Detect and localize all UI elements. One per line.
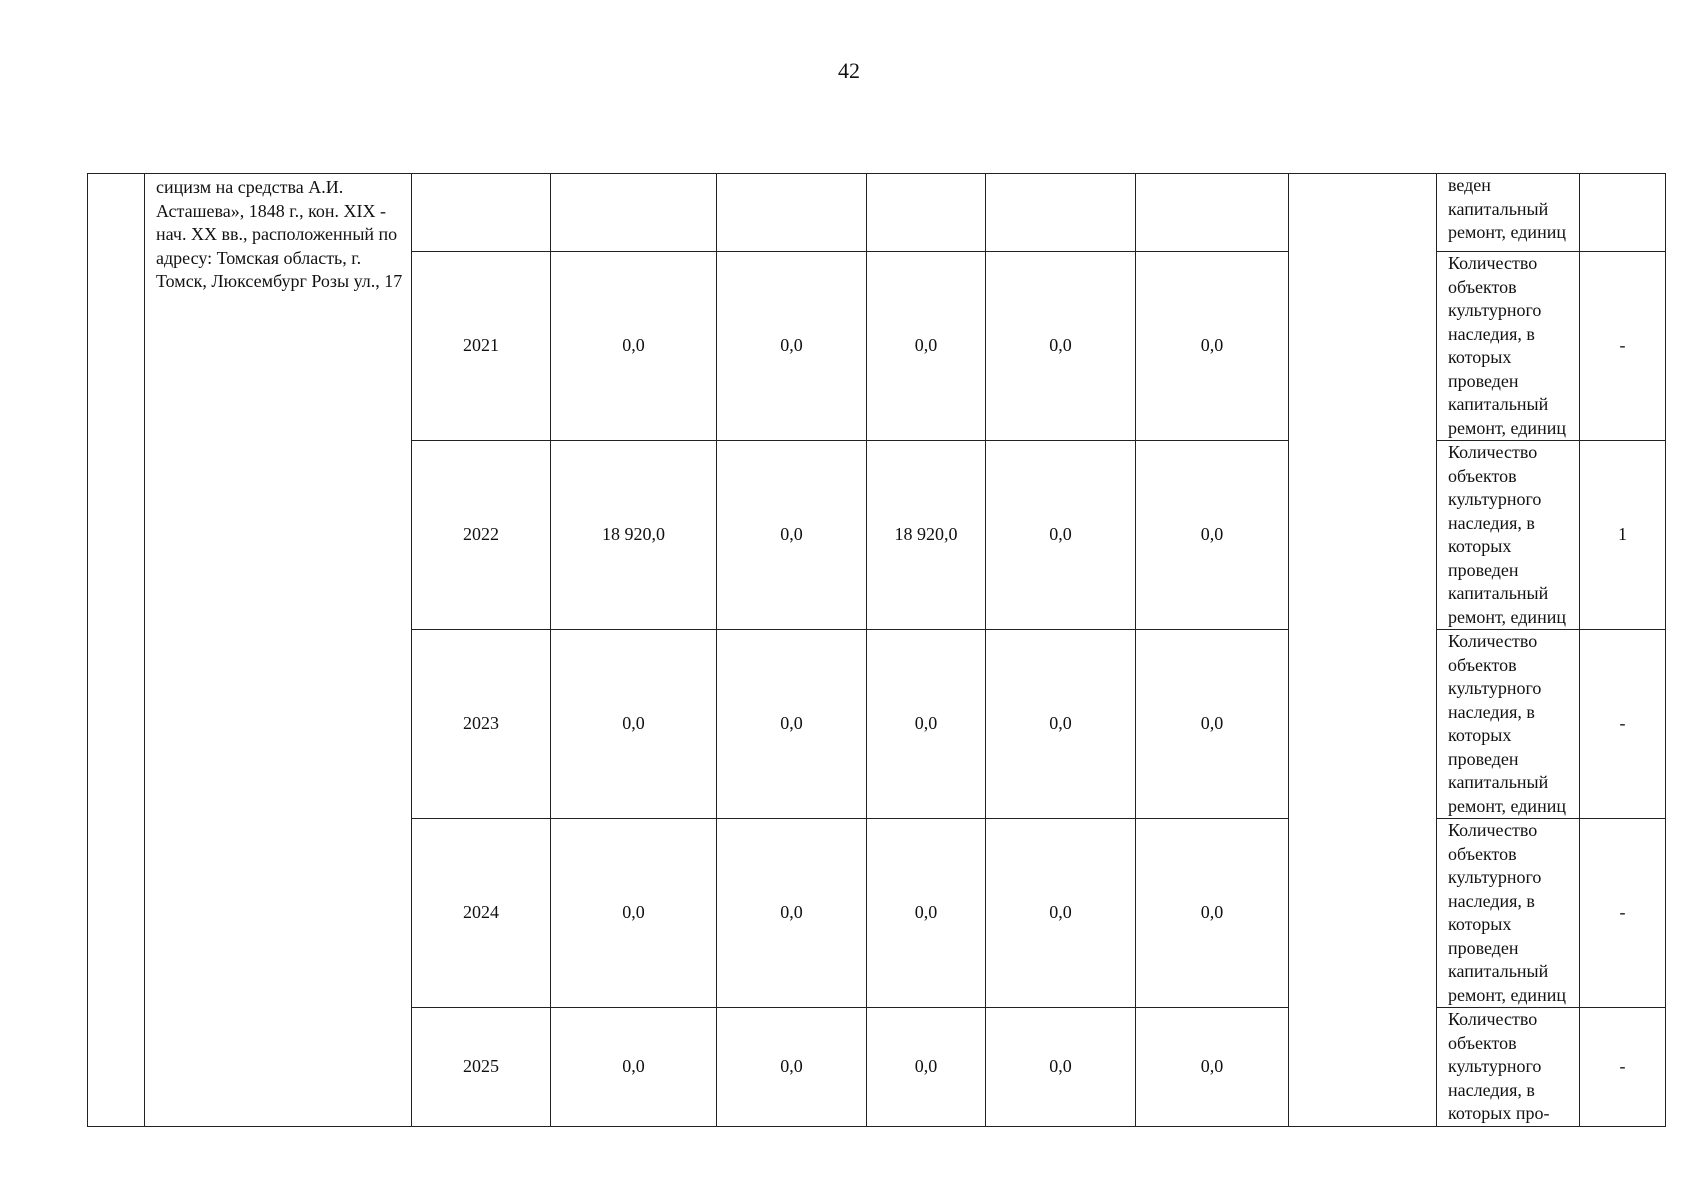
regional-cell [867,174,986,252]
indicator-cell: Количество объектов культурного наследия, в которых проведен капитальный ремонт, единиц [1437,630,1580,819]
indicator-cell: Количество объектов культурного наследия, в которых проведен капитальный ремонт, единиц [1437,819,1580,1008]
page-number: 42 [838,58,860,83]
regional-cell: 0,0 [867,1008,986,1127]
federal-cell: 0,0 [717,441,867,630]
value-cell: - [1580,819,1666,1008]
value-cell: - [1580,1008,1666,1127]
year-cell: 2021 [412,252,551,441]
federal-cell: 0,0 [717,252,867,441]
year-cell: 2022 [412,441,551,630]
local-cell: 0,0 [986,1008,1136,1127]
year-cell: 2023 [412,630,551,819]
local-cell: 0,0 [986,252,1136,441]
federal-cell: 0,0 [717,819,867,1008]
regional-cell: 18 920,0 [867,441,986,630]
total-cell: 0,0 [551,252,717,441]
regional-cell: 0,0 [867,252,986,441]
local-cell [986,174,1136,252]
local-cell: 0,0 [986,441,1136,630]
table-row-continued [88,174,1666,252]
extra-cell: 0,0 [1136,441,1289,630]
row-number-cell [88,174,145,1127]
regional-cell: 0,0 [867,630,986,819]
year-cell [412,174,551,252]
total-cell: 0,0 [551,819,717,1008]
regional-cell: 0,0 [867,819,986,1008]
indicator-cell: Количество объектов культурного наследия, в которых проведен капитальный ремонт, единиц [1437,441,1580,630]
extra-cell [1136,174,1289,252]
object-name-cell: сицизм на средства А.И. Асташева», 1848 г., кон. XIX - нач. XX вв., расположенный по адресу: Томская область, г. Томск, Люксембург Розы ул., 17 [145,174,412,1127]
total-cell [551,174,717,252]
value-cell [1580,174,1666,252]
indicator-cell: Количество объектов культурного наследия, в которых про- [1437,1008,1580,1127]
extra-cell: 0,0 [1136,1008,1289,1127]
federal-cell: 0,0 [717,1008,867,1127]
indicator-cell: Количество объектов культурного наследия, в которых проведен капитальный ремонт, единиц [1437,252,1580,441]
value-cell: - [1580,252,1666,441]
total-cell: 0,0 [551,1008,717,1127]
local-cell: 0,0 [986,630,1136,819]
program-table [87,173,1666,1127]
year-cell: 2024 [412,819,551,1008]
extra-cell: 0,0 [1136,819,1289,1008]
value-cell: 1 [1580,441,1666,630]
extra-cell: 0,0 [1136,252,1289,441]
executor-cell [1289,174,1437,1127]
indicator-cell: веден капитальный ремонт, единиц [1437,174,1580,252]
federal-cell [717,174,867,252]
total-cell: 0,0 [551,630,717,819]
year-cell: 2025 [412,1008,551,1127]
value-cell: - [1580,630,1666,819]
federal-cell: 0,0 [717,630,867,819]
total-cell: 18 920,0 [551,441,717,630]
local-cell: 0,0 [986,819,1136,1008]
extra-cell: 0,0 [1136,630,1289,819]
